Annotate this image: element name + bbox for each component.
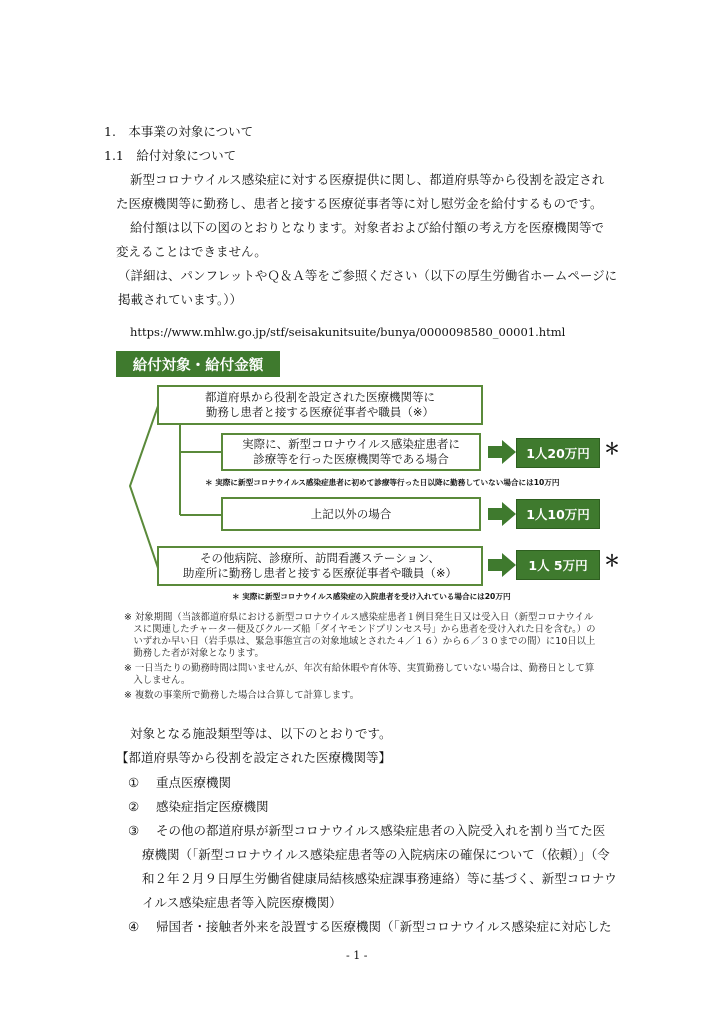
facility-intro: 対象となる施設類型等は、以下のとおりです。	[130, 726, 392, 741]
top-box-line: 都道府県から役割を設定された医療機関等に	[205, 390, 435, 404]
note-c: ＊ 実際に新型コロナウイルス感染症の入院患者を受け入れている場合には20万円	[232, 592, 511, 601]
footnote-line: 勤務した者が対象となります。	[124, 648, 264, 659]
amount-5man: 1人 5万円	[516, 550, 600, 580]
footnote-line: ※ 複数の事業所で勤務した場合は合算して計算します。	[124, 690, 360, 701]
box-other	[221, 497, 481, 531]
arrow-right-icon	[488, 502, 516, 526]
list-item-num: ③	[128, 823, 140, 838]
footnote-line: ※ 対象期間（当該都道府県における新型コロナウイルス感染症患者１例目発生日又は受入日（新型コロナウイル	[124, 612, 594, 623]
footnote-line: スに関連したチャーター便及びクルーズ船「ダイヤモンドプリンセス号」から患者を受け入れた日を含む。）の	[124, 624, 596, 635]
amount-10man: 1人10万円	[516, 499, 600, 529]
footnote-line: ※ 一日当たりの勤務時間は問いませんが、年次有給休暇や育休等、実質勤務していない場合は、勤務日として算	[124, 663, 595, 674]
list-item: 感染症指定医療機関	[156, 799, 269, 814]
list-item: その他の都道府県が新型コロナウイルス感染症患者の入院受入れを割り当てた医	[156, 823, 606, 838]
paragraph-line: 新型コロナウイルス感染症に対する医療提供に関し、都道府県等から役割を設定され	[130, 172, 605, 187]
paragraph-line: た医療機関等に勤務し、患者と接する医療従事者等に対し慰労金を給付するものです。	[116, 196, 603, 211]
footnote-line: 入しません。	[124, 675, 191, 686]
url-text: https://www.mhlw.go.jp/stf/seisakunitsuite/bunya/0000098580_00001.html	[130, 325, 566, 339]
star-mark: ＊	[604, 439, 621, 458]
arrow-right-icon	[488, 553, 516, 577]
box-other-facilities	[157, 546, 483, 586]
box-line: その他病院、診療所、訪問看護ステーション、	[200, 551, 440, 565]
paragraph-line: 給付額は以下の図のとおりとなります。対象者および給付額の考え方を医療機関等で	[130, 220, 605, 235]
list-item: 重点医療機関	[156, 775, 232, 790]
top-box-line: 勤務し患者と接する医療従事者や職員（※）	[205, 405, 435, 419]
list-item-num: ④	[128, 919, 140, 934]
box-line: 助産所に勤務し患者と接する医療従事者や職員（※）	[182, 566, 458, 580]
list-item-num: ②	[128, 799, 140, 814]
amount-20man: 1人20万円	[516, 438, 600, 468]
paragraph-line: （詳細は、パンフレットやＱ＆Ａ等をご参照ください（以下の厚生労働省ホームページに	[118, 268, 618, 283]
facility-heading: 【都道府県等から役割を設定された医療機関等】	[116, 750, 392, 765]
box-line: 実際に、新型コロナウイルス感染症患者に	[242, 437, 460, 451]
note-a: ＊ 実際に新型コロナウイルス感染症患者に初めて診療等行った日以降に勤務していない場合には10万円	[205, 478, 560, 487]
list-item-cont: イルス感染症患者等入院医療機関）	[142, 895, 342, 910]
page-number: - 1 -	[346, 949, 368, 962]
section-heading: 1. 本事業の対象について	[104, 124, 254, 139]
list-item-cont: 和２年２月９日厚生労働省健康局結核感染症課事務連絡）等に基づく、新型コロナウ	[142, 871, 617, 886]
star-mark: ＊	[604, 551, 621, 570]
top-box	[157, 385, 483, 425]
paragraph-line: 掲載されています。））	[118, 292, 243, 307]
arrow-right-icon	[488, 440, 516, 464]
diagram-title: 給付対象・給付金額	[116, 351, 280, 377]
list-item-cont: 療機関（「新型コロナウイルス感染症患者等の入院病床の確保について（依頼）」（令	[142, 847, 610, 862]
box-line: 診療等を行った医療機関等である場合	[253, 452, 449, 466]
subsection-heading: 1.1 給付対象について	[104, 148, 237, 163]
list-item-num: ①	[128, 775, 140, 790]
box-actual-treatment	[221, 433, 481, 471]
box-line: 上記以外の場合	[310, 506, 392, 521]
paragraph-line: 変えることはできません。	[116, 244, 267, 259]
footnote-line: いずれか早い日（岩手県は、緊急事態宣言の対象地域とされた４／１６）から６／３０までの間）に10日以上	[124, 636, 596, 647]
list-item: 帰国者・接触者外来を設置する医療機関（「新型コロナウイルス感染症に対応した	[156, 919, 612, 934]
